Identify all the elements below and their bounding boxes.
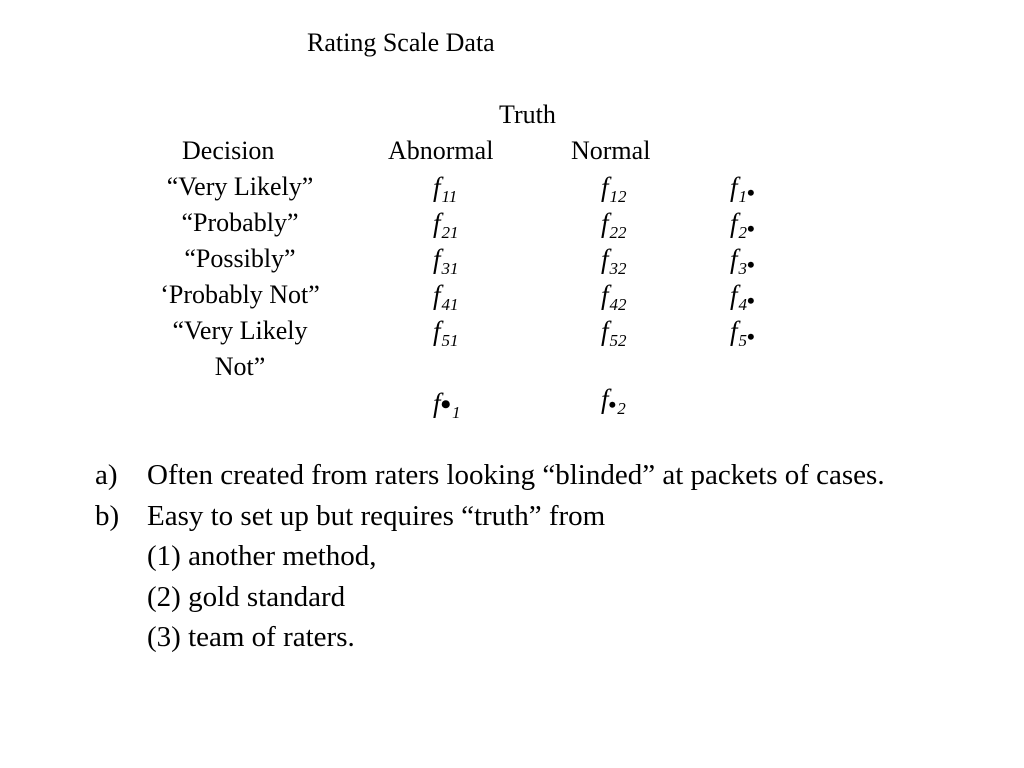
decision-label-possibly: “Possibly” — [184, 244, 296, 273]
sub-item-3: (3) team of raters. — [147, 621, 355, 653]
cell-f3-total: $f_3•$ — [730, 244, 755, 278]
decision-label-very-likely-not-line2: Not” — [214, 352, 266, 381]
cell-f21: $f_{21}$ — [433, 208, 459, 242]
cell-f52: $f_{52}$ — [601, 316, 627, 350]
cell-f1-total: $f_1•$ — [730, 172, 755, 206]
cell-f51: $f_{51}$ — [433, 316, 459, 350]
note-marker: a) — [95, 459, 118, 491]
cell-f42: $f_{42}$ — [601, 280, 627, 314]
decision-label-very-likely: “Very Likely” — [166, 172, 314, 201]
decision-label-probably-not: ‘Probably Not” — [160, 280, 320, 309]
note-text: Often created from raters looking “blinded” at packets of cases. — [147, 459, 885, 491]
cell-f41: $f_{41}$ — [433, 280, 459, 314]
cell-f11: $f_{11}$ — [433, 172, 458, 206]
page-title: Rating Scale Data — [307, 28, 495, 57]
note-marker: b) — [95, 499, 120, 532]
cell-f31: $f_{31}$ — [433, 244, 459, 278]
decision-label-very-likely-not: “Very Likely — [172, 316, 308, 345]
cell-f-dot-1-total: $f•_1$ — [433, 388, 461, 422]
cell-f2-total: $f_2•$ — [730, 208, 755, 242]
cell-f5-total: $f_5•$ — [730, 316, 755, 350]
normal-column-header: Normal — [571, 136, 651, 165]
abnormal-column-header: Abnormal — [388, 136, 494, 165]
sub-item-1: (1) another method, — [147, 540, 377, 572]
cell-f-dot-2-total: $f•_2$ — [601, 384, 626, 418]
cell-f22: $f_{22}$ — [601, 208, 627, 242]
sub-item-2: (2) gold standard — [147, 580, 346, 613]
note-item-b — [95, 496, 885, 537]
cell-f12: $f_{12}$ — [601, 172, 627, 206]
decision-label-probably: “Probably” — [181, 208, 299, 237]
notes-list — [95, 455, 885, 658]
cell-f32: $f_{32}$ — [601, 244, 627, 278]
cell-f4-total: $f_4•$ — [730, 280, 755, 314]
note-item-a — [95, 455, 885, 496]
note-text: Easy to set up but requires “truth” from — [147, 499, 606, 532]
decision-column-header: Decision — [182, 136, 275, 165]
truth-header: Truth — [499, 100, 556, 129]
